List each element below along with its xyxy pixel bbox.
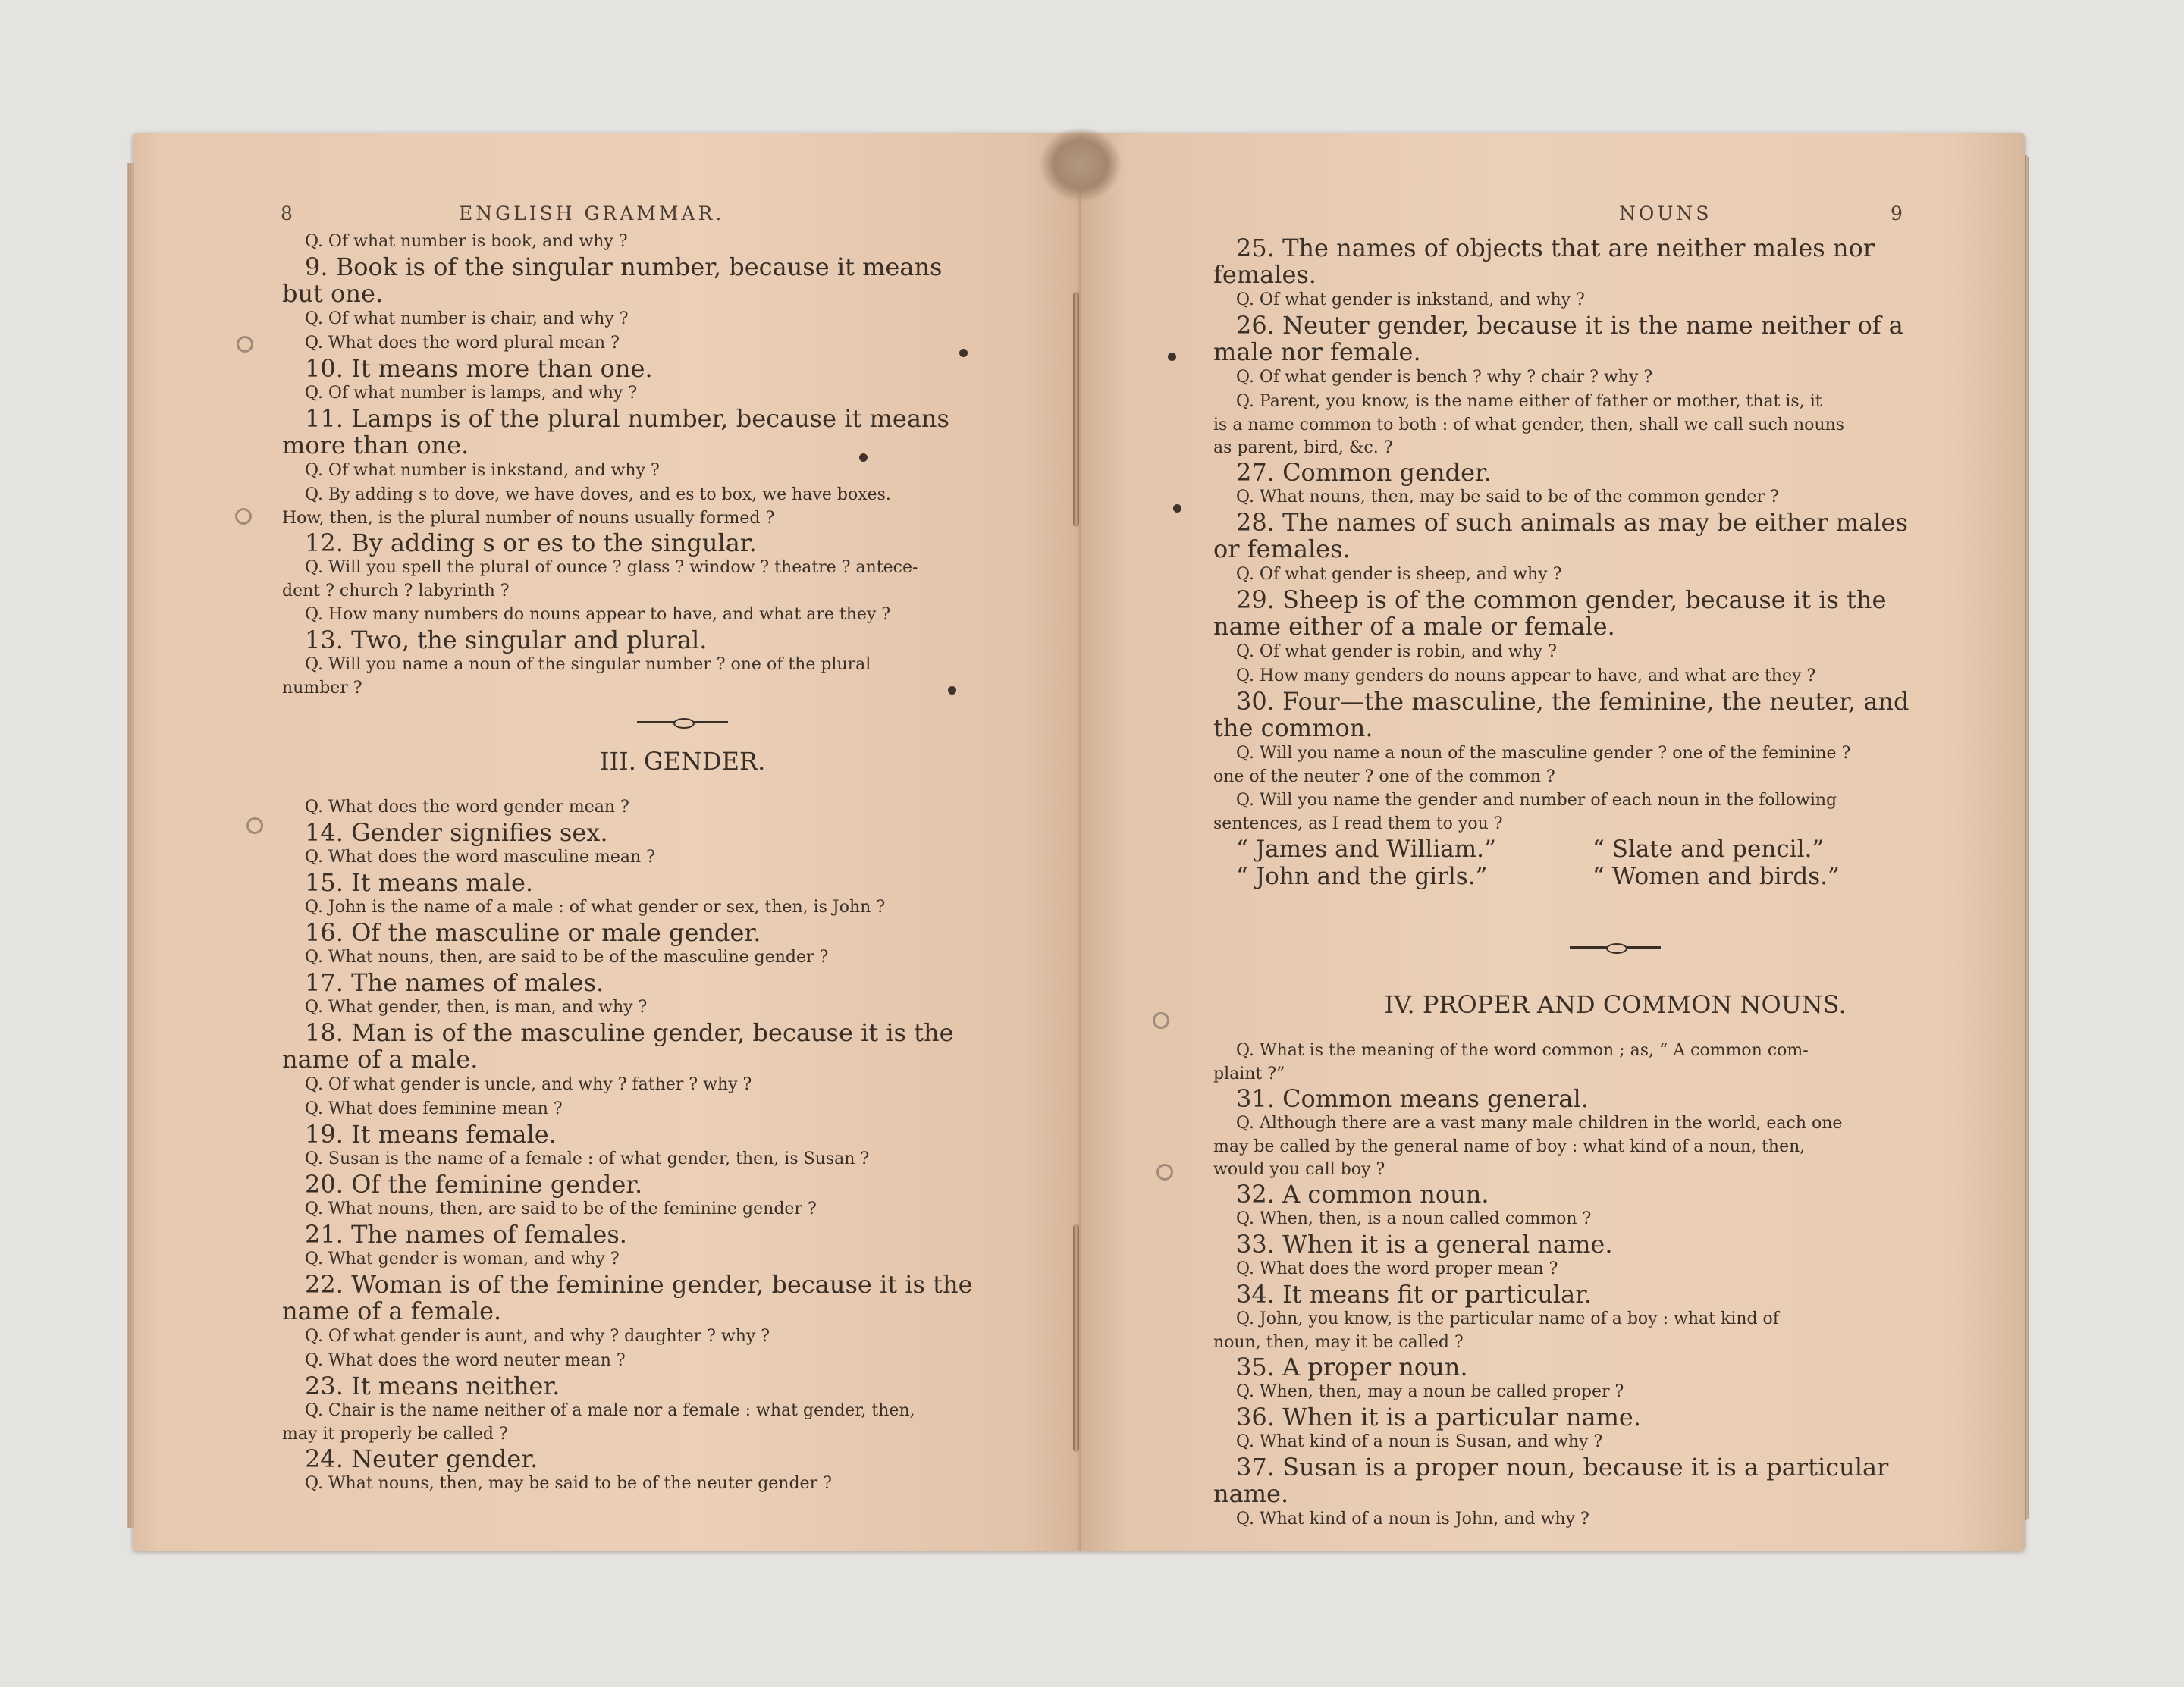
binding-stitch [1039, 127, 1122, 202]
example-sentences [1213, 836, 2017, 863]
question-continuation: may it properly be called ? [282, 1425, 508, 1444]
example-sentence: “ James and William.” [1236, 836, 1496, 863]
question-line: Q. Of what gender is bench ? why ? chair ? why ? [1236, 368, 1653, 387]
question-line: Q. When, then, may a noun be called proper ? [1236, 1382, 1624, 1401]
answer-continuation: name of a female. [282, 1297, 502, 1325]
binding-thread [1073, 292, 1079, 527]
answer-continuation: male nor female. [1213, 337, 1421, 366]
question-line: Q. Of what gender is inkstand, and why ? [1236, 290, 1585, 309]
answer-line: 18. Man is of the masculine gender, because it is the [305, 1018, 954, 1047]
answer-line: 11. Lamps is of the plural number, because it means [305, 404, 949, 433]
question-line: Q. What gender is woman, and why ? [305, 1250, 620, 1268]
answer-line: 29. Sheep is of the common gender, because it is the [1236, 585, 1887, 614]
answer-line: 32. A common noun. [1236, 1180, 1489, 1209]
question-line: Q. Of what number is chair, and why ? [305, 309, 629, 328]
open-book [133, 133, 2025, 1551]
question-continuation: one of the neuter ? one of the common ? [1213, 767, 1555, 786]
section-divider [282, 700, 1083, 745]
question-line: Q. How many numbers do nouns appear to have, and what are they ? [305, 605, 891, 624]
ink-spot [959, 349, 968, 357]
spacer [1213, 890, 2017, 925]
answer-continuation: females. [1213, 260, 1316, 289]
ink-spot [948, 686, 956, 695]
answer-line: 13. Two, the singular and plural. [305, 626, 708, 654]
question-line: Q. Of what gender is robin, and why ? [1236, 642, 1557, 661]
question-continuation: would you call boy ? [1213, 1160, 1385, 1179]
question-line: Q. What does the word proper mean ? [1236, 1259, 1558, 1278]
answer-line: 26. Neuter gender, because it is the name neither of a [1236, 311, 1903, 340]
question-line: Q. Although there are a vast many male children in the world, each one [1236, 1114, 1843, 1133]
question-line: Q. Of what gender is uncle, and why ? father ? why ? [305, 1075, 752, 1094]
example-sentence: “ Women and birds.” [1592, 863, 1840, 890]
binding-thread [1073, 1224, 1079, 1452]
question-line: Q. Will you spell the plural of ounce ? glass ? window ? theatre ? antece- [305, 558, 918, 577]
answer-line: 30. Four—the masculine, the feminine, the neuter, and [1236, 687, 1909, 716]
answer-line: 28. The names of such animals as may be either males [1236, 508, 1908, 537]
question-line: Q. What nouns, then, may be said to be of the common gender ? [1236, 488, 1779, 506]
answer-line: 23. It means neither. [305, 1372, 560, 1400]
page-number: 9 [1891, 202, 1903, 224]
question-line: Q. John is the name of a male : of what gender or sex, then, is John ? [305, 898, 886, 917]
question-continuation: as parent, bird, &c. ? [1213, 438, 1393, 457]
question-continuation: sentences, as I read them to you ? [1213, 814, 1503, 833]
answer-line: 12. By adding s or es to the singular. [305, 528, 757, 557]
question-line: Q. Of what number is inkstand, and why ? [305, 461, 660, 480]
page-number: 8 [281, 202, 293, 224]
question-line: Q. What nouns, then, are said to be of the feminine gender ? [305, 1199, 817, 1218]
question-continuation: dent ? church ? labyrinth ? [282, 582, 510, 600]
question-line: Q. Of what gender is aunt, and why ? daughter ? why ? [305, 1327, 770, 1346]
example-sentences [1213, 863, 2017, 890]
spacer [1213, 970, 2017, 989]
answer-continuation: but one. [282, 279, 384, 308]
example-sentence: “ John and the girls.” [1236, 863, 1488, 890]
question-continuation: number ? [282, 679, 362, 698]
foxing-spot [237, 336, 253, 353]
question-line: Q. Will you name a noun of the masculine gender ? one of the feminine ? [1236, 744, 1851, 763]
answer-line: 35. A proper noun. [1236, 1353, 1468, 1381]
ink-spot [1168, 353, 1176, 361]
answer-line: 33. When it is a general name. [1236, 1230, 1613, 1259]
answer-line: 9. Book is of the singular number, because it means [305, 252, 943, 281]
question-line: Q. Chair is the name neither of a male nor a female : what gender, then, [305, 1401, 915, 1420]
question-line: Q. What gender, then, is man, and why ? [305, 998, 648, 1017]
question-line: Q. John, you know, is the particular name of a boy : what kind of [1236, 1309, 1779, 1328]
answer-line: 17. The names of males. [305, 968, 604, 997]
question-line: Q. What does the word masculine mean ? [305, 848, 655, 867]
answer-line: 31. Common means general. [1236, 1084, 1589, 1113]
answer-line: 10. It means more than one. [305, 354, 653, 383]
ink-spot [1173, 504, 1181, 513]
question-line: Q. What kind of a noun is Susan, and why ? [1236, 1432, 1603, 1451]
answer-line: 16. Of the masculine or male gender. [305, 918, 761, 947]
answer-line: 37. Susan is a proper noun, because it is a particular [1236, 1453, 1889, 1482]
question-line: Q. What does feminine mean ? [305, 1099, 563, 1118]
spacer [282, 777, 1083, 795]
answer-continuation: or females. [1213, 535, 1351, 563]
foxing-spot [1153, 1012, 1169, 1029]
answer-line: 20. Of the feminine gender. [305, 1170, 643, 1199]
question-line: Q. What does the word neuter mean ? [305, 1351, 626, 1370]
left-page [133, 133, 1081, 1551]
section-heading: III. GENDER. [599, 747, 766, 776]
question-line: Q. Of what number is book, and why ? [305, 232, 628, 251]
answer-continuation: the common. [1213, 713, 1373, 742]
answer-line: 27. Common gender. [1236, 458, 1492, 487]
answer-line: 19. It means female. [305, 1120, 557, 1149]
answer-line: 34. It means fit or particular. [1236, 1280, 1592, 1309]
answer-continuation: name. [1213, 1479, 1289, 1508]
answer-continuation: more than one. [282, 431, 469, 459]
question-line: Q. What nouns, then, may be said to be of the neuter gender ? [305, 1474, 832, 1493]
answer-continuation: name of a male. [282, 1045, 479, 1074]
question-line: Q. Of what number is lamps, and why ? [305, 384, 638, 403]
question-line: Q. What does the word plural mean ? [305, 334, 620, 353]
answer-line: 36. When it is a particular name. [1236, 1403, 1642, 1431]
question-continuation: is a name common to both : of what gender, then, shall we call such nouns [1213, 415, 1845, 434]
question-line: Q. What kind of a noun is John, and why ? [1236, 1510, 1589, 1529]
running-head: ENGLISH GRAMMAR. [459, 202, 725, 224]
answer-continuation: name either of a male or female. [1213, 612, 1615, 641]
foxing-spot [235, 508, 252, 525]
question-line: Q. Susan is the name of a female : of what gender, then, is Susan ? [305, 1149, 870, 1168]
left-page-edge [127, 163, 134, 1528]
section-divider [1213, 925, 2017, 970]
answer-line: 21. The names of females. [305, 1220, 627, 1249]
question-continuation: How, then, is the plural number of nouns usually formed ? [282, 509, 775, 528]
question-line: Q. Will you name a noun of the singular number ? one of the plural [305, 655, 871, 674]
foxing-spot [246, 817, 263, 834]
question-line: Q. What does the word gender mean ? [305, 798, 629, 817]
question-line: Q. Parent, you know, is the name either of father or mother, that is, it [1236, 392, 1822, 411]
right-page-text [1213, 235, 2017, 1532]
question-line: Q. By adding s to dove, we have doves, and es to box, we have boxes. [305, 485, 891, 504]
ink-spot [859, 453, 868, 462]
example-sentence: “ Slate and pencil.” [1592, 836, 1825, 863]
answer-line: 15. It means male. [305, 868, 534, 897]
answer-line: 25. The names of objects that are neither males nor [1236, 234, 1875, 262]
question-line: Q. Of what gender is sheep, and why ? [1236, 565, 1562, 584]
answer-line: 22. Woman is of the feminine gender, because it is the [305, 1270, 973, 1299]
running-head: NOUNS [1619, 202, 1712, 224]
question-line: Q. What is the meaning of the word common ; as, “ A common com- [1236, 1041, 1809, 1060]
question-line: Q. When, then, is a noun called common ? [1236, 1209, 1592, 1228]
question-continuation: plaint ?” [1213, 1065, 1285, 1083]
question-line: Q. What nouns, then, are said to be of the masculine gender ? [305, 948, 829, 967]
question-continuation: may be called by the general name of boy : what kind of a noun, then, [1213, 1137, 1806, 1156]
question-continuation: noun, then, may it be called ? [1213, 1333, 1464, 1352]
right-page [1081, 133, 2025, 1551]
question-line: Q. Will you name the gender and number of each noun in the following [1236, 791, 1837, 810]
answer-line: 14. Gender signifies sex. [305, 818, 608, 847]
left-page-text [282, 230, 1083, 1496]
section-heading: IV. PROPER AND COMMON NOUNS. [1384, 990, 1847, 1019]
answer-line: 24. Neuter gender. [305, 1444, 538, 1473]
spacer [1213, 1021, 2017, 1039]
foxing-spot [1156, 1164, 1173, 1181]
question-line: Q. How many genders do nouns appear to have, and what are they ? [1236, 666, 1816, 685]
